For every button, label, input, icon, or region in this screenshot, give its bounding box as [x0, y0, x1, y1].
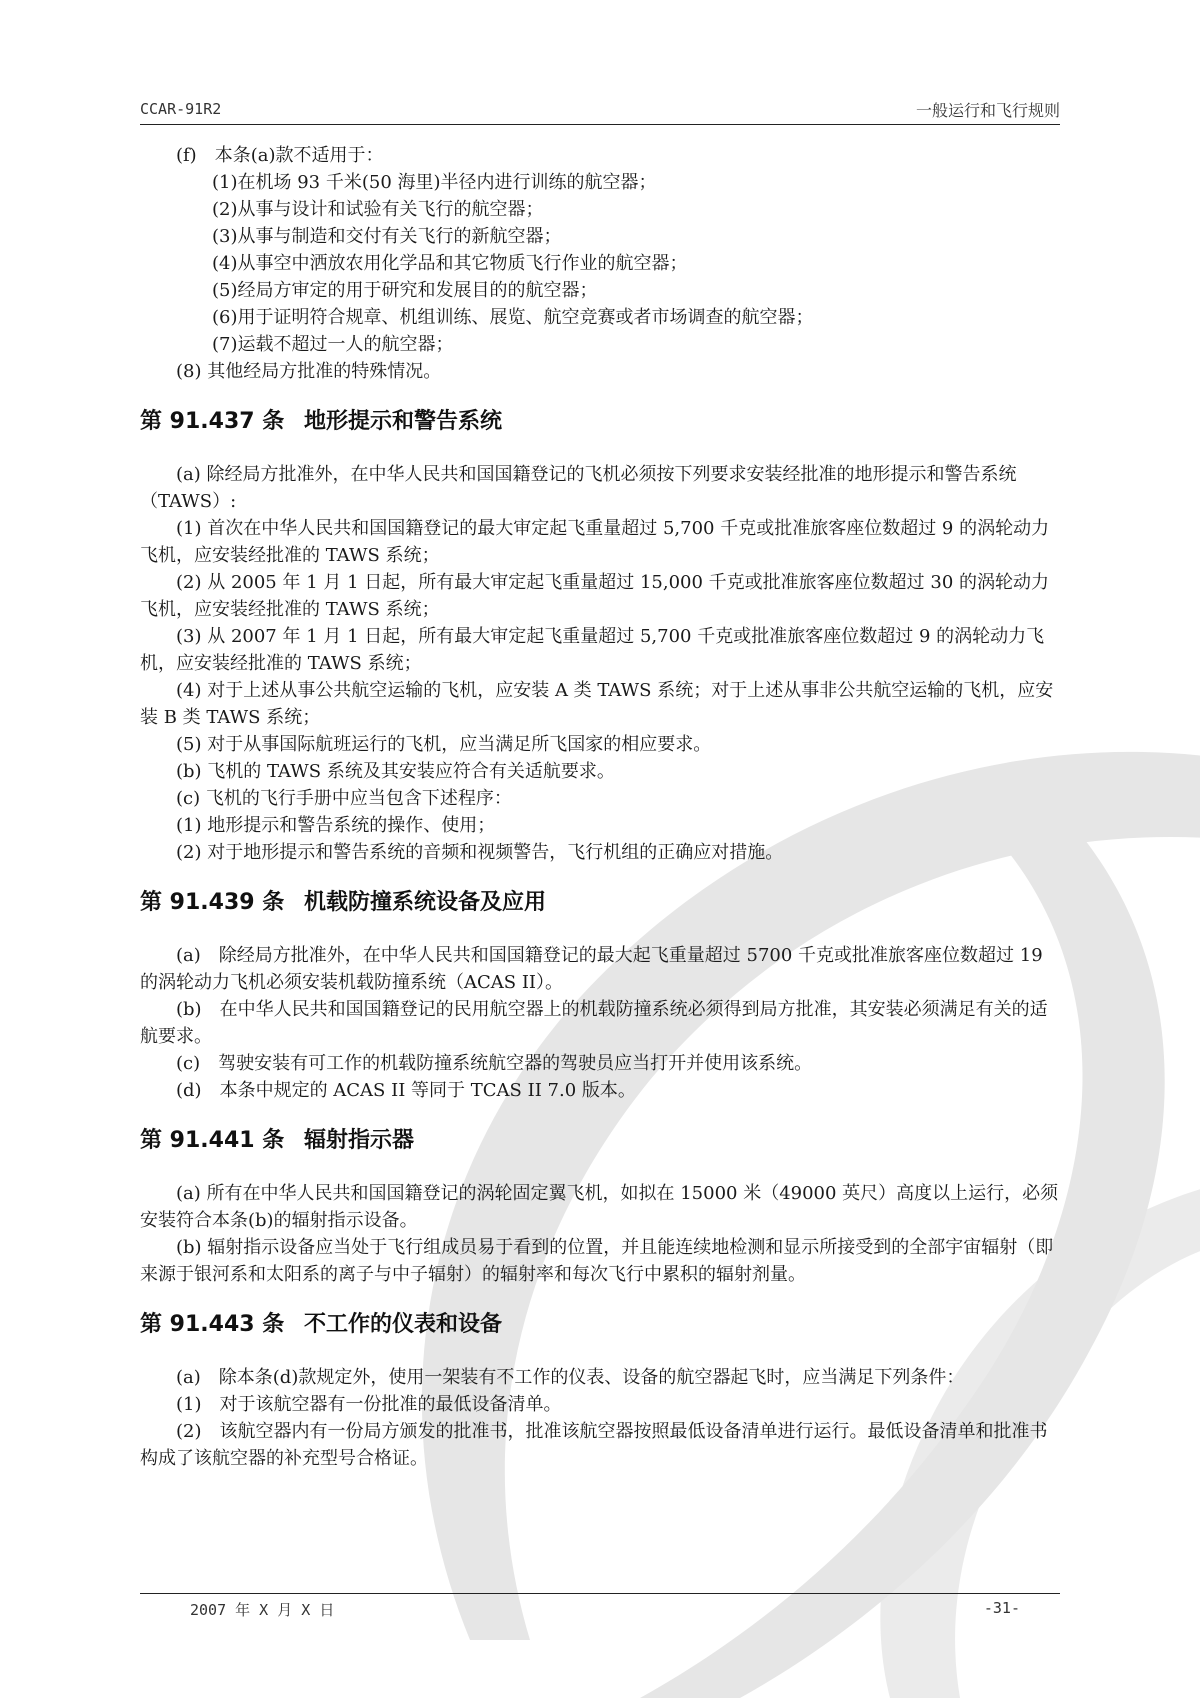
- list-item-number: (6): [212, 307, 238, 328]
- list-item-text: 从事与设计和试验有关飞行的航空器；: [237, 199, 544, 220]
- section-number: 第 91.443 条: [140, 1312, 285, 1337]
- section-heading: [140, 1308, 1060, 1342]
- section: [140, 405, 1060, 866]
- list-item-number: (1): [212, 172, 238, 193]
- list-item: [140, 169, 1060, 196]
- section-title: 不工作的仪表和设备: [304, 1312, 503, 1337]
- section-title: 辐射指示器: [304, 1128, 415, 1153]
- list-item: [140, 304, 1060, 331]
- list-item-text: 从事与制造和交付有关飞行的新航空器；: [237, 226, 562, 247]
- footer-page-number: -31-: [983, 1599, 1020, 1617]
- paragraph: (b) 辐射指示设备应当处于飞行组成员易于看到的位置，并且能连续地检测和显示所接受到的全部宇宙辐射（即来源于银河系和太阳系的离子与中子辐射）的辐射率和每次飞行中累积的辐射剂量。: [140, 1237, 1054, 1285]
- list-item: [140, 223, 1060, 250]
- header-doc-title: 一般运行和飞行规则: [915, 101, 1060, 120]
- list-item-number: (4): [212, 253, 238, 274]
- intro-list: [140, 169, 1060, 358]
- intro-clause: [140, 142, 1060, 385]
- paragraph: (c) 驾驶安装有可工作的机载防撞系统航空器的驾驶员应当打开并使用该系统。: [176, 1053, 813, 1074]
- footer-date: 2007 年 X 月 X 日: [190, 1601, 335, 1619]
- list-item-text: 运载不超过一人的航空器；: [237, 334, 454, 355]
- list-item: [140, 196, 1060, 223]
- list-item-text: 经局方审定的用于研究和发展目的的航空器；: [237, 280, 598, 301]
- section: [140, 1124, 1060, 1288]
- paragraph: (1) 地形提示和警告系统的操作、使用；: [176, 815, 496, 836]
- list-item-text: 用于证明符合规章、机组训练、展览、航空竞赛或者市场调查的航空器；: [237, 307, 814, 328]
- paragraph: (a) 除经局方批准外，在中华人民共和国国籍登记的飞机必须按下列要求安装经批准的地形提示和警告系统（TAWS）:: [140, 464, 1017, 512]
- section: [140, 1308, 1060, 1472]
- list-item: [140, 250, 1060, 277]
- paragraph: (b) 飞机的 TAWS 系统及其安装应符合有关适航要求。: [176, 761, 615, 782]
- paragraph: (2) 对于地形提示和警告系统的音频和视频警告，飞行机组的正确应对措施。: [176, 842, 784, 863]
- paragraph: (c) 飞机的飞行手册中应当包含下述程序：: [176, 788, 512, 809]
- paragraph: (5) 对于从事国际航班运行的飞机，应当满足所飞国家的相应要求。: [176, 734, 712, 755]
- paragraph: (b) 在中华人民共和国国籍登记的民用航空器上的机载防撞系统必须得到局方批准，其安装必须满足有关的适航要求。: [140, 999, 1048, 1047]
- section: [140, 886, 1060, 1104]
- paragraph: (4) 对于上述从事公共航空运输的飞机，应安装 A 类 TAWS 系统；对于上述从事非公共航空运输的飞机，应安装 B 类 TAWS 系统；: [140, 680, 1054, 728]
- intro-lead: (f) 本条(a)款不适用于：: [176, 145, 384, 166]
- section-heading: [140, 886, 1060, 920]
- section-heading: [140, 405, 1060, 439]
- paragraph: (a) 除本条(d)款规定外，使用一架装有不工作的仪表、设备的航空器起飞时，应当满足下列条件：: [176, 1367, 965, 1388]
- header-doc-code: CCAR-91R2: [140, 100, 222, 118]
- list-item-number: (2): [212, 199, 238, 220]
- section-number: 第 91.441 条: [140, 1128, 285, 1153]
- section-number: 第 91.439 条: [140, 890, 285, 915]
- header-rule: [140, 124, 1060, 125]
- paragraph: (1) 对于该航空器有一份批准的最低设备清单。: [176, 1394, 562, 1415]
- paragraph: (a) 除经局方批准外，在中华人民共和国国籍登记的最大起飞重量超过 5700 千克或批准旅客座位数超过 19 的涡轮动力飞机必须安装机载防撞系统（ACAS II）。: [140, 945, 1043, 993]
- paragraph: (2) 从 2005 年 1 月 1 日起，所有最大审定起飞重量超过 15,000 千克或批准旅客座位数超过 30 的涡轮动力飞机，应安装经批准的 TAWS 系统；: [140, 572, 1050, 620]
- list-item: [140, 331, 1060, 358]
- paragraph: (2) 该航空器内有一份局方颁发的批准书，批准该航空器按照最低设备清单进行运行。最低设备清单和批准书构成了该航空器的补充型号合格证。: [140, 1421, 1048, 1469]
- section-title: 机载防撞系统设备及应用: [304, 890, 547, 915]
- list-item: [140, 277, 1060, 304]
- list-item-number: (3): [212, 226, 238, 247]
- intro-last-item: (8) 其他经局方批准的特殊情况。: [176, 361, 442, 382]
- list-item-text: 从事空中洒放农用化学品和其它物质飞行作业的航空器；: [237, 253, 688, 274]
- paragraph: (1) 首次在中华人民共和国国籍登记的最大审定起飞重量超过 5,700 千克或批准旅客座位数超过 9 的涡轮动力飞机，应安装经批准的 TAWS 系统；: [140, 518, 1050, 566]
- page-header: [140, 98, 1060, 124]
- list-item-text: 在机场 93 千米(50 海里)半径内进行训练的航空器；: [237, 172, 657, 193]
- page-footer: [190, 1599, 1020, 1623]
- section-number: 第 91.437 条: [140, 409, 285, 434]
- section-heading: [140, 1124, 1060, 1158]
- paragraph: (a) 所有在中华人民共和国国籍登记的涡轮固定翼飞机，如拟在 15000 米（49000 英尺）高度以上运行，必须安装符合本条(b)的辐射指示设备。: [140, 1183, 1059, 1231]
- list-item-number: (5): [212, 280, 238, 301]
- paragraph: (3) 从 2007 年 1 月 1 日起，所有最大审定起飞重量超过 5,700 千克或批准旅客座位数超过 9 的涡轮动力飞机，应安装经批准的 TAWS 系统；: [140, 626, 1045, 674]
- list-item-number: (7): [212, 334, 238, 355]
- footer-rule: [140, 1593, 1060, 1594]
- sections: [140, 405, 1060, 1472]
- paragraph: (d) 本条中规定的 ACAS II 等同于 TCAS II 7.0 版本。: [176, 1080, 636, 1101]
- document-body: [140, 142, 1060, 1472]
- section-title: 地形提示和警告系统: [304, 409, 503, 434]
